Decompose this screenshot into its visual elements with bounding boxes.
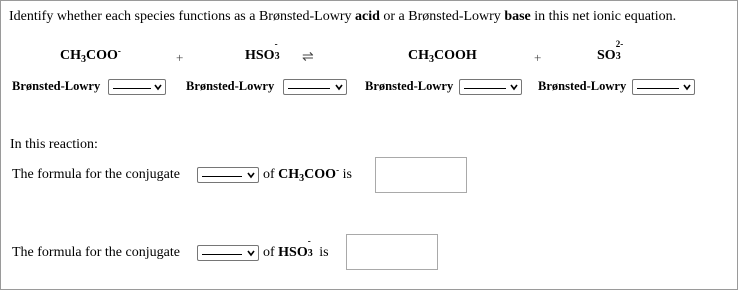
species-so3-2minus <box>597 39 628 64</box>
species-ch3cooh <box>408 48 477 64</box>
species-text: COO <box>86 48 118 63</box>
chevron-down-icon <box>334 81 344 93</box>
role-label: Brønsted-Lowry <box>12 79 101 93</box>
species-subscript: 3 <box>299 173 305 184</box>
chevron-down-icon <box>153 81 163 93</box>
species-text: COO <box>304 167 337 182</box>
species-subscript: 3 <box>615 51 621 62</box>
conjugate-of-species-2 <box>263 236 329 261</box>
species-subscript: 3 <box>274 51 280 62</box>
species-text: CH <box>408 48 429 63</box>
plus-sign: + <box>534 50 542 65</box>
prompt-acid-word: acid <box>355 9 380 24</box>
equilibrium-arrow: ⇌ <box>302 50 314 65</box>
role-label: Brønsted-Lowry <box>538 79 627 93</box>
plus-sign: + <box>176 50 184 65</box>
prompt-base-word: base <box>504 9 531 24</box>
dropdown-blank <box>637 88 679 89</box>
species-charge: - <box>117 46 121 56</box>
species-text: HSO <box>245 48 275 63</box>
species-text: SO <box>597 48 616 63</box>
conjugate-type-select-1[interactable] <box>197 167 259 183</box>
question-prompt <box>9 9 676 25</box>
species-subscript: 3 <box>81 54 86 65</box>
species-hso3-minus <box>245 39 283 64</box>
species-subscript: 3 <box>307 248 313 259</box>
dropdown-blank <box>202 254 242 255</box>
role-label: Brønsted-Lowry <box>365 79 454 93</box>
dropdown-blank <box>288 88 330 89</box>
dropdown-blank <box>113 88 151 89</box>
species-text: CH <box>278 167 300 182</box>
is-text: is <box>339 167 352 182</box>
is-text: is <box>315 245 329 260</box>
of-text: of <box>263 245 279 260</box>
species-text: COOH <box>434 48 477 63</box>
conjugate-of-species-1 <box>263 167 352 183</box>
species-sub-sup <box>615 39 628 62</box>
species-sub-sup <box>307 236 316 259</box>
role-select-ch3cooh[interactable] <box>459 79 522 95</box>
prompt-part2: or a Brønsted-Lowry <box>379 9 505 24</box>
chevron-down-icon <box>246 169 256 181</box>
role-label: Brønsted-Lowry <box>186 79 275 93</box>
species-charge: - <box>336 165 340 175</box>
role-select-so3[interactable] <box>632 79 695 95</box>
conjugate-label: The formula for the conjugate <box>12 245 180 260</box>
chevron-down-icon <box>509 81 519 93</box>
conjugate-label: The formula for the conjugate <box>12 167 180 182</box>
species-charge: - <box>307 236 311 246</box>
species-text: CH <box>60 48 81 63</box>
species-hso3-minus <box>278 236 316 260</box>
species-charge: - <box>274 39 278 49</box>
role-select-hso3[interactable] <box>283 79 347 95</box>
chevron-down-icon <box>682 81 692 93</box>
species-sub-sup <box>274 39 283 62</box>
species-subscript: 3 <box>429 54 434 65</box>
prompt-part3: in this net ionic equation. <box>530 9 677 24</box>
conjugate-answer-input-2[interactable] <box>346 234 438 270</box>
conjugate-answer-input-1[interactable] <box>375 157 467 193</box>
species-ch3coo-minus <box>278 167 339 182</box>
chevron-down-icon <box>246 247 256 259</box>
conjugate-type-select-2[interactable] <box>197 245 259 261</box>
of-text: of <box>263 167 279 182</box>
role-select-ch3coo[interactable] <box>108 79 166 95</box>
reaction-heading: In this reaction: <box>10 137 98 152</box>
prompt-part1: Identify whether each species functions as a Brønsted-Lowry <box>9 9 355 24</box>
species-charge: 2- <box>615 39 624 49</box>
species-text: HSO <box>278 245 308 260</box>
dropdown-blank <box>464 88 506 89</box>
dropdown-blank <box>202 176 242 177</box>
species-ch3coo-minus <box>60 48 121 64</box>
